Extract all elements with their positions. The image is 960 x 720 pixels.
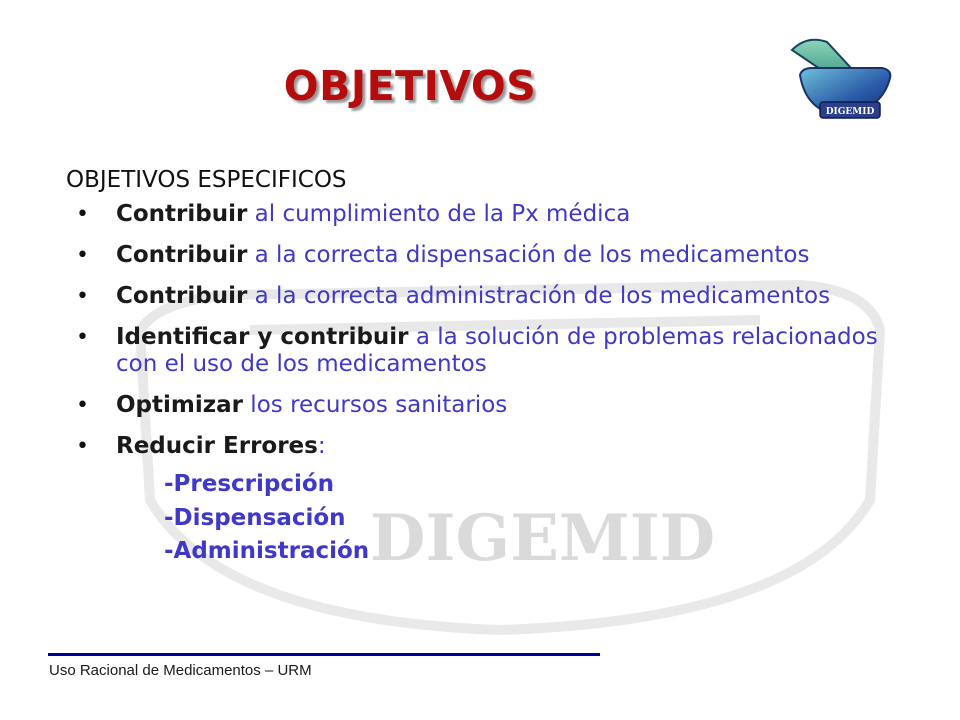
bullet-dot: •	[76, 202, 89, 227]
bullet-dot: •	[76, 325, 89, 350]
bullet-dot: •	[76, 284, 89, 309]
item-lead: Identificar y contribuir	[116, 324, 409, 350]
objectives-list	[66, 201, 916, 460]
footer-text: Uso Racional de Medicamentos – URM	[49, 662, 312, 679]
item-text: :	[317, 433, 326, 459]
footer-divider	[48, 653, 600, 656]
list-item	[66, 392, 916, 419]
item-text: al cumplimiento de la Px médica	[247, 201, 631, 227]
item-lead: Contribuir	[116, 283, 248, 309]
mortar-pestle-logo	[782, 30, 902, 130]
list-item	[66, 433, 916, 460]
item-text: a la correcta dispensación de los medicamentos	[247, 242, 810, 268]
sub-item-administracion: -Administración	[164, 538, 370, 564]
sub-item-prescripcion: -Prescripción	[164, 471, 335, 497]
slide-content	[66, 165, 916, 569]
bullet-dot: •	[76, 434, 89, 459]
sub-item-dispensacion: -Dispensación	[164, 504, 346, 531]
item-text: los recursos sanitarios	[243, 392, 508, 418]
item-lead: Optimizar	[116, 392, 243, 418]
list-item	[66, 201, 916, 228]
slide-title: OBJETIVOS	[283, 62, 537, 110]
item-text: a la correcta administración de los medicamentos	[247, 283, 831, 309]
error-types-list	[66, 468, 916, 569]
list-item	[66, 242, 916, 269]
item-lead: Contribuir	[116, 242, 248, 268]
bullet-dot: •	[76, 393, 89, 418]
logo-text: DIGEMID	[825, 107, 875, 117]
watermark-text: DIGEMID	[370, 501, 716, 576]
item-lead: Contribuir	[116, 201, 248, 227]
item-lead: Reducir Errores	[116, 433, 318, 459]
bullet-dot: •	[76, 243, 89, 268]
list-item	[66, 324, 916, 378]
item-text: a la solución de problemas relacionados con el uso de los medicamentos	[116, 324, 878, 377]
section-subtitle: OBJETIVOS ESPECIFICOS	[66, 167, 347, 193]
list-item	[66, 283, 916, 310]
